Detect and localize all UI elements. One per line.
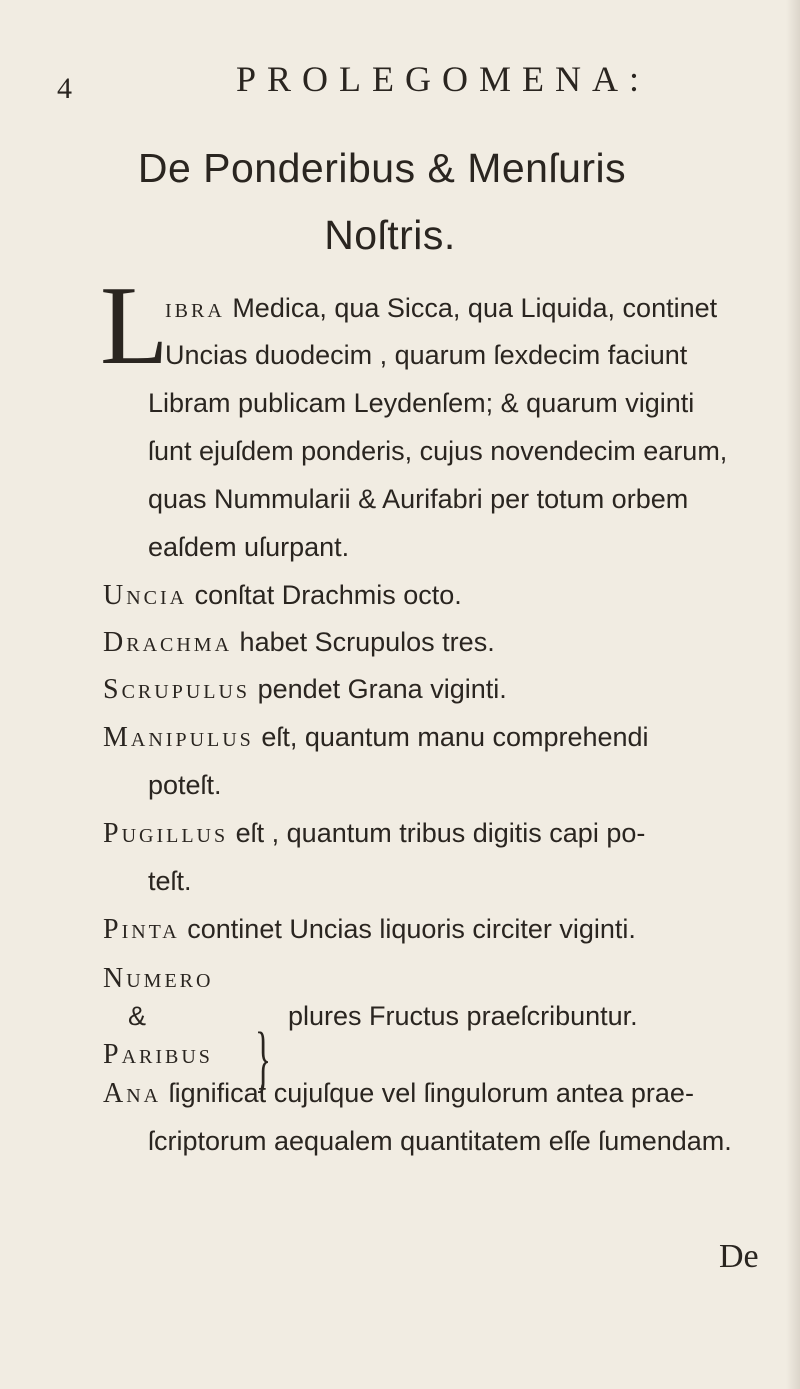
uncia-headword: UNCIA [103, 580, 188, 611]
manipulus-continuation: poteſt. [148, 770, 222, 800]
libra-headword: IBRA [165, 300, 225, 322]
section-title-line-2: Noſtris. [324, 212, 456, 258]
libra-line-6: eaſdem uſurpant. [148, 532, 350, 562]
numero-text: plures Fructus praeſcribuntur. [288, 1001, 638, 1031]
libra-line-3: Libram publicam Leydenſem; & quarum viginti [148, 388, 695, 418]
pugillus-headword: PUGILLUS [103, 818, 229, 849]
libra-line-1: IBRA Medica, qua Sicca, qua Liquida, continet [165, 293, 718, 323]
libra-line-4: ſunt ejuſdem ponderis, cujus novendecim earum, [148, 436, 728, 466]
manipulus-entry: MANIPULUS eſt, quantum manu comprehendi [103, 722, 649, 753]
ana-headword: ANA [103, 1078, 162, 1109]
libra-line-5: quas Nummularii & Aurifabri per totum orbem [148, 484, 689, 514]
uncia-entry: UNCIA conſtat Drachmis octo. [103, 580, 462, 611]
drachma-entry: DRACHMA habet Scrupulos tres. [103, 627, 495, 658]
scrupulus-entry: SCRUPULUS pendet Grana viginti. [103, 674, 507, 705]
pinta-entry: PINTA continet Uncias liquoris circiter viginti. [103, 914, 636, 945]
manipulus-headword: MANIPULUS [103, 722, 254, 753]
running-head: PROLEGOMENA: [236, 59, 651, 99]
section-title-line-1: De Ponderibus & Menſuris [137, 145, 627, 191]
ana-entry: ANA ſignificat cujuſque vel ſingulorum antea prae- [103, 1078, 694, 1109]
page-number: 4 [57, 72, 72, 105]
pugillus-continuation: teſt. [148, 866, 192, 896]
drop-cap: L [100, 264, 169, 388]
pinta-headword: PINTA [103, 914, 180, 945]
paribus-headword: PARIBUS [103, 1039, 213, 1070]
numero-headword: NUMERO [103, 963, 214, 994]
catchword: De [719, 1238, 759, 1275]
curly-brace: } [255, 1018, 271, 1100]
numero-ampersand: & [128, 1001, 147, 1031]
pugillus-entry: PUGILLUS eſt , quantum tribus digitis capi po- [103, 818, 646, 849]
libra-line-2: Uncias duodecim , quarum ſexdecim faciunt [165, 340, 688, 370]
scrupulus-headword: SCRUPULUS [103, 674, 251, 705]
drachma-headword: DRACHMA [103, 627, 233, 658]
ana-continuation: ſcriptorum aequalem quantitatem eſſe ſumendam. [148, 1126, 732, 1156]
